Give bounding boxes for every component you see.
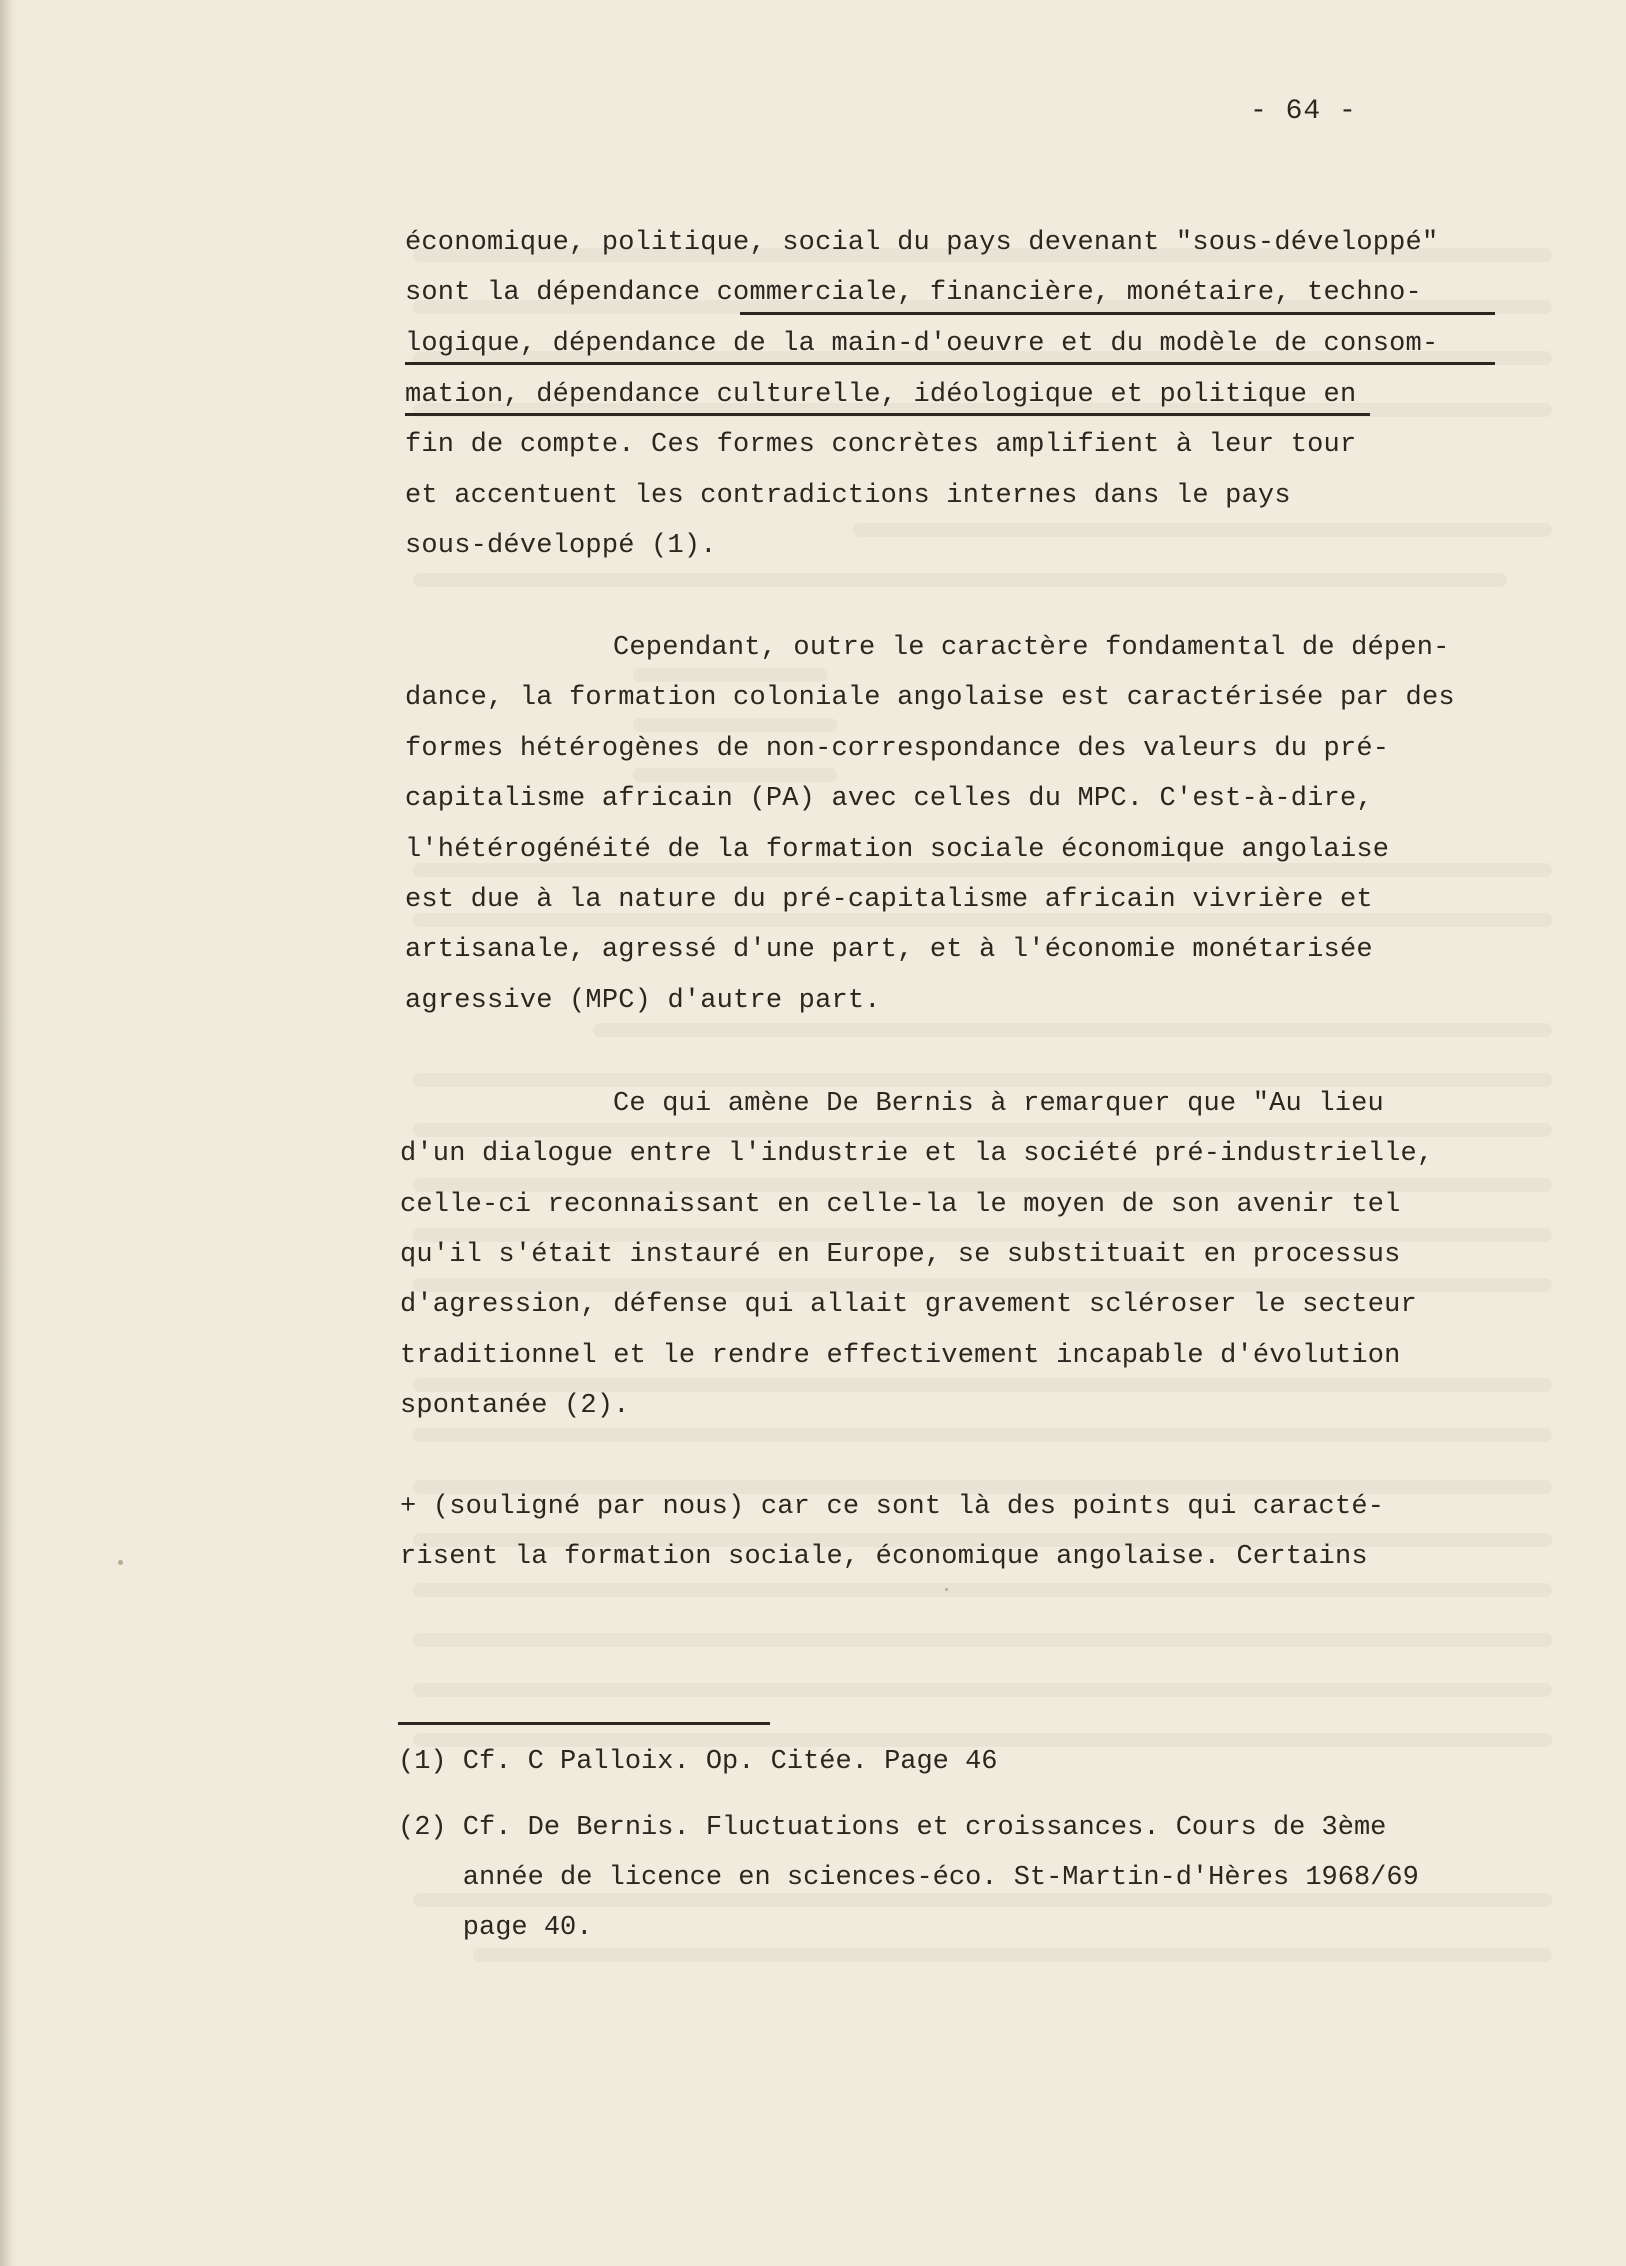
text-line: d'agression, défense qui allait gravement scléroser le secteur <box>400 1290 1417 1320</box>
paper-speck <box>945 1588 948 1591</box>
footnote-2-continuation: année de licence en sciences-éco. St-Martin-d'Hères 1968/69 <box>398 1863 1419 1893</box>
text-line: logique, dépendance de la main-d'oeuvre et du modèle de consom- <box>405 329 1439 359</box>
footnote-2-continuation: page 40. <box>398 1913 593 1943</box>
footnote-1: (1) Cf. C Palloix. Op. Citée. Page 46 <box>398 1747 998 1777</box>
text-line: artisanale, agressé d'une part, et à l'économie monétarisée <box>405 935 1373 965</box>
text-line: d'un dialogue entre l'industrie et la société pré-industrielle, <box>400 1139 1434 1169</box>
paper-speck <box>118 1560 123 1565</box>
text-line: l'hétérogénéité de la formation sociale économique angolaise <box>405 835 1390 865</box>
text-line: Cependant, outre le caractère fondamental de dépen- <box>613 633 1450 663</box>
text-line: traditionnel et le rendre effectivement incapable d'évolution <box>400 1341 1401 1371</box>
text-line: risent la formation sociale, économique angolaise. Certains <box>400 1542 1368 1572</box>
text-line: et accentuent les contradictions internes dans le pays <box>405 481 1291 511</box>
text-line: sous-développé (1). <box>405 531 717 561</box>
text-line: est due à la nature du pré-capitalisme africain vivrière et <box>405 885 1373 915</box>
text-line: + (souligné par nous) car ce sont là des points qui caracté- <box>400 1492 1385 1522</box>
handwritten-underline <box>405 362 1495 365</box>
footnote-2: (2) Cf. De Bernis. Fluctuations et croissances. Cours de 3ème <box>398 1813 1387 1843</box>
text-line: fin de compte. Ces formes concrètes amplifient à leur tour <box>405 430 1357 460</box>
text-line: économique, politique, social du pays devenant "sous-développé" <box>405 228 1439 258</box>
text-line: agressive (MPC) d'autre part. <box>405 986 881 1016</box>
text-line: formes hétérogènes de non-correspondance des valeurs du pré- <box>405 734 1390 764</box>
text-line: Ce qui amène De Bernis à remarquer que "Au lieu <box>613 1089 1384 1119</box>
text-line: spontanée (2). <box>400 1391 630 1421</box>
text-line: qu'il s'était instauré en Europe, se substituait en processus <box>400 1240 1401 1270</box>
handwritten-underline <box>405 413 1370 416</box>
page-number: - 64 - <box>1250 96 1357 127</box>
text-line: mation, dépendance culturelle, idéologique et politique en <box>405 380 1357 410</box>
text-line: sont la dépendance commerciale, financière, monétaire, techno- <box>405 278 1422 308</box>
handwritten-underline <box>740 312 1495 315</box>
text-line: capitalisme africain (PA) avec celles du MPC. C'est-à-dire, <box>405 784 1373 814</box>
text-line: celle-ci reconnaissant en celle-la le moyen de son avenir tel <box>400 1190 1401 1220</box>
page-edge-shadow <box>0 0 16 2266</box>
footnote-separator <box>398 1722 770 1725</box>
text-line: dance, la formation coloniale angolaise est caractérisée par des <box>405 683 1455 713</box>
